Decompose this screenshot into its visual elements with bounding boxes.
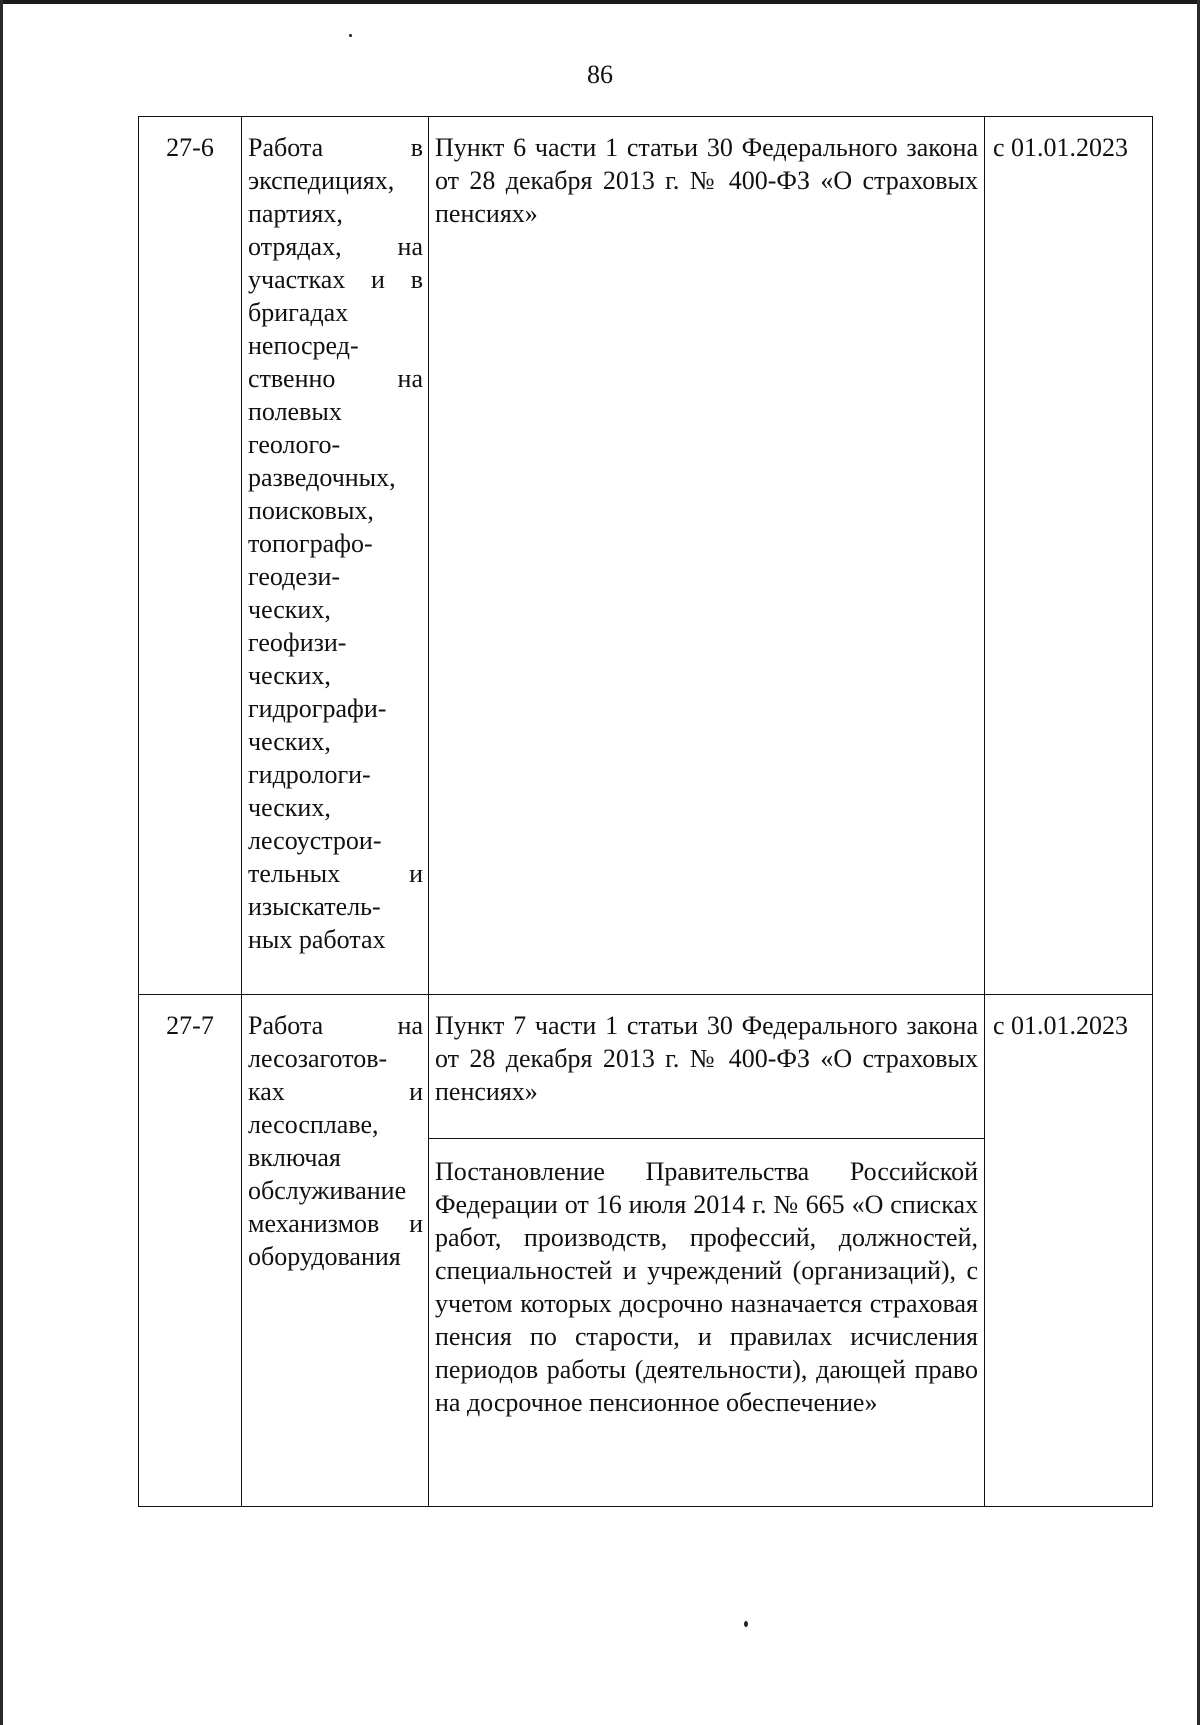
row-date: с 01.01.2023 bbox=[993, 133, 1129, 162]
name-line: ках и bbox=[248, 1077, 423, 1106]
name-line: ческих, bbox=[248, 661, 331, 690]
name-line: изыскатель- bbox=[248, 892, 381, 921]
row-date-cell bbox=[985, 117, 1153, 995]
scan-speck bbox=[744, 1621, 748, 1627]
name-line: Работа в bbox=[248, 133, 423, 162]
row-code: 27-7 bbox=[139, 995, 242, 1507]
name-line: оборудования bbox=[248, 1242, 401, 1271]
name-line: геолого- bbox=[248, 430, 341, 459]
name-line: гидрологи- bbox=[248, 760, 371, 789]
scan-speck bbox=[349, 34, 352, 37]
row-code: 27-6 bbox=[139, 117, 242, 995]
name-line: непосред- bbox=[248, 331, 359, 360]
basis-block bbox=[429, 995, 984, 1139]
row-basis: Постановление Правительства Российской Федерации от 16 июля 2014 г. № 665 «О списках работ, производств, профессий, должностей, специальностей и учреждений (организаций), с учетом которых досрочно назначается страховая пенсия по старости, и правилах исчисления периодов работы (деятельности), дающей право на досрочное пенсионное обеспечение» bbox=[435, 1157, 978, 1417]
name-line: поисковых, bbox=[248, 496, 374, 525]
name-line: лесозаготов- bbox=[248, 1044, 388, 1073]
name-line: отрядах, на bbox=[248, 232, 423, 261]
table-row bbox=[139, 995, 1153, 1507]
table-row bbox=[139, 117, 1153, 995]
row-name bbox=[242, 995, 428, 1273]
name-line: полевых bbox=[248, 397, 342, 426]
row-name-cell bbox=[242, 995, 429, 1507]
name-line: ческих, bbox=[248, 727, 331, 756]
name-line: лесоустрои- bbox=[248, 826, 382, 855]
scan-edge-left bbox=[0, 0, 3, 1725]
row-basis-cell bbox=[429, 995, 985, 1507]
name-line: обслуживание bbox=[248, 1176, 407, 1205]
row-basis: Пункт 7 части 1 статьи 30 Федерального закона от 28 декабря 2013 г. № 400-ФЗ «О страховых пенсиях» bbox=[435, 1011, 978, 1106]
row-basis: Пункт 6 части 1 статьи 30 Федерального закона от 28 декабря 2013 г. № 400-ФЗ «О страховых пенсиях» bbox=[435, 133, 978, 228]
name-line: топографо- bbox=[248, 529, 373, 558]
name-line: участках и в bbox=[248, 265, 423, 294]
name-line: лесосплаве, bbox=[248, 1110, 379, 1139]
name-line: экспедициях, bbox=[248, 166, 395, 195]
name-line: геофизи- bbox=[248, 628, 347, 657]
name-line: ческих, bbox=[248, 793, 331, 822]
name-line: ческих, bbox=[248, 595, 331, 624]
row-date: с 01.01.2023 bbox=[993, 1011, 1129, 1040]
name-line: тельных и bbox=[248, 859, 423, 888]
row-name-cell bbox=[242, 117, 429, 995]
row-name bbox=[242, 117, 428, 956]
name-line: разведочных, bbox=[248, 463, 396, 492]
name-line: геодези- bbox=[248, 562, 341, 591]
name-line: партиях, bbox=[248, 199, 343, 228]
name-line: механизмов и bbox=[248, 1209, 423, 1238]
page-number: 86 bbox=[587, 60, 613, 89]
name-line: ных работах bbox=[248, 925, 386, 954]
scan-edge-top bbox=[0, 0, 1200, 4]
regulation-table bbox=[138, 116, 1153, 1507]
name-line: ственно на bbox=[248, 364, 423, 393]
name-line: гидрографи- bbox=[248, 694, 387, 723]
name-line: Работа на bbox=[248, 1011, 423, 1040]
row-basis-cell bbox=[429, 117, 985, 995]
name-line: включая bbox=[248, 1143, 341, 1172]
row-date-cell bbox=[985, 995, 1153, 1507]
name-line: бригадах bbox=[248, 298, 349, 327]
